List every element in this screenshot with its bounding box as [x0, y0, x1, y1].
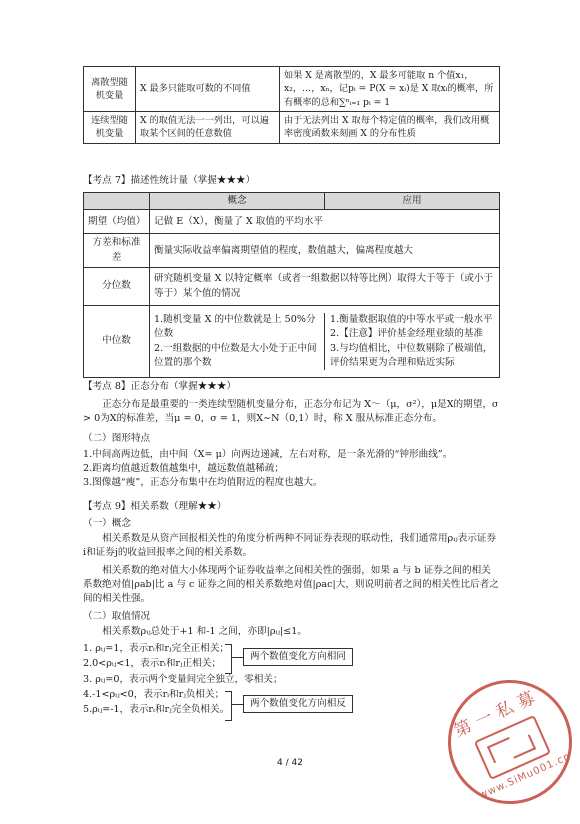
stat-name: 方差和标准差	[84, 234, 150, 268]
table-row	[84, 306, 500, 378]
list-item: 4.-1<ρᵢⱼ<0，表示rᵢ和rⱼ负相关；	[83, 689, 225, 701]
correlation-paragraph-1: 相关系数是从资产回报相关性的角度分析两种不同证券表现的联动性，我们通常用ρᵢⱼ表示证券i和证券j的收益回报率之间的相关系数。	[83, 533, 497, 558]
col-concept: 概念	[227, 195, 247, 206]
rv-note: 如果 X 是离散型的，X 最多可能取 n 个值x₁，x₂，…，xₙ，记pᵢ = P(X = xᵢ)是 X 取xᵢ的概率，所有概率的总和∑ⁿᵢ₌₁ pᵢ = 1	[280, 67, 500, 112]
correlation-paragraph-2: 相关系数的绝对值大小体现两个证券收益率之间相关性的强弱，如果 a 与 b 证券之间的相关系数绝对值|ρab|比 a 与 c 证券之间的相关系数绝对值|ρac|大，则说明前者之间的相关性比后者之间的相关性强。	[83, 565, 499, 604]
median-application: 1.衡量数据取值的中等水平或一般水平 2.【注意】评价基金经理业绩的基准 3.与均值相比，中位数剔除了极端值，评价结果更为合理和贴近实际	[324, 313, 495, 371]
col-application: 应用	[324, 193, 499, 209]
positive-direction-box: 两个数值变化方向相同	[243, 648, 353, 666]
values-subheading: （二）取值情况	[83, 611, 151, 622]
section9-heading: 【考点 9】相关系数（理解★★）	[83, 501, 227, 512]
connector-negative	[231, 704, 243, 705]
section8-heading: 【考点 8】正态分布（掌握★★★）	[83, 381, 237, 392]
watermark-url: www.SiMu001.cn	[477, 750, 573, 801]
correlation-range: 相关系数ρᵢⱼ总处于+1 和-1 之间，亦即|ρᵢⱼ|≤1。	[102, 626, 307, 637]
normal-dist-paragraph: 正态分布是最重要的一类连续型随机变量分布，正态分布记为 X～（μ，σ²），μ是X的期望，σ > 0为X的标准差，当μ = 0，σ = 1，则X∼N（0,1）时，称 X 服从标准正态分布。	[83, 399, 499, 424]
list-item: 1. ρᵢⱼ=1，表示rᵢ和rⱼ完全正相关；	[83, 643, 230, 654]
list-item: 2.距离均值越近数值越集中，越远数值越稀疏；	[83, 462, 285, 474]
bracket-positive	[225, 644, 232, 674]
rv-type: 连续型随机变量	[84, 112, 136, 144]
table-row	[84, 234, 500, 268]
rv-desc: X 最多只能取可数的不同值	[136, 67, 280, 112]
list-item: 5.ρᵢⱼ=-1，表示rᵢ和rⱼ完全负相关。	[83, 704, 230, 716]
page-number: 4 / 42	[277, 758, 303, 768]
table-row	[84, 112, 500, 144]
rv-type: 离散型随机变量	[84, 67, 136, 112]
stat-concept: 研究随机变量 X 以特定概率（或者一组数据以特等比例）取得大于等于（或小于等于）某个值的情况	[150, 268, 500, 306]
list-item: 2.0<ρᵢⱼ<1，表示rᵢ和rⱼ正相关；	[83, 658, 221, 670]
rv-note: 由于无法列出 X 取每个特定值的概率，我们改用概率密度函数来刻画 X 的分布性质	[280, 112, 500, 144]
stat-name: 期望（均值）	[84, 210, 150, 234]
watermark-stamp	[428, 660, 580, 824]
table-row	[84, 67, 500, 112]
random-variable-table	[83, 66, 500, 144]
negative-direction-box: 两个数值变化方向相反	[243, 695, 353, 713]
graph-features-list	[83, 448, 503, 490]
section7-heading: 【考点 7】描述性统计量（掌握★★★）	[83, 175, 256, 186]
list-item: 3. ρᵢⱼ=0，表示两个变量间完全独立，零相关；	[83, 673, 283, 685]
stat-name: 分位数	[84, 268, 150, 306]
descriptive-stats-table	[83, 192, 500, 378]
median-concept: 1.随机变量 X 的中位数就是上 50%分位数 2.一组数据的中位数是大小处于正中间位置的那个数	[154, 313, 317, 369]
list-item: 3.图像越“瘦”，正态分布集中在均值附近的程度也越大。	[83, 476, 323, 488]
watermark-brand: 第一私募	[451, 685, 544, 742]
connector-positive	[231, 657, 243, 658]
stat-concept: 衡量实际收益率偏离期望值的程度，数值越大，偏离程度越大	[150, 234, 500, 268]
stat-concept: 记做 E（X），衡量了 X 取值的平均水平	[150, 210, 500, 234]
table-row	[84, 210, 500, 234]
bracket-negative	[225, 691, 232, 721]
table-row	[84, 268, 500, 306]
graph-features-subheading: （二）图形特点	[83, 433, 151, 444]
stat-name: 中位数	[84, 306, 150, 378]
concept-subheading: （一）概念	[83, 518, 131, 529]
table-header-row	[84, 193, 500, 210]
rv-desc: X 的取值无法一一列出，可以遍取某个区间的任意数值	[136, 112, 280, 144]
list-item: 1.中间高两边低，由中间（X= μ）向两边递减，左右对称，是一条光滑的“钟形曲线”。	[83, 449, 453, 460]
